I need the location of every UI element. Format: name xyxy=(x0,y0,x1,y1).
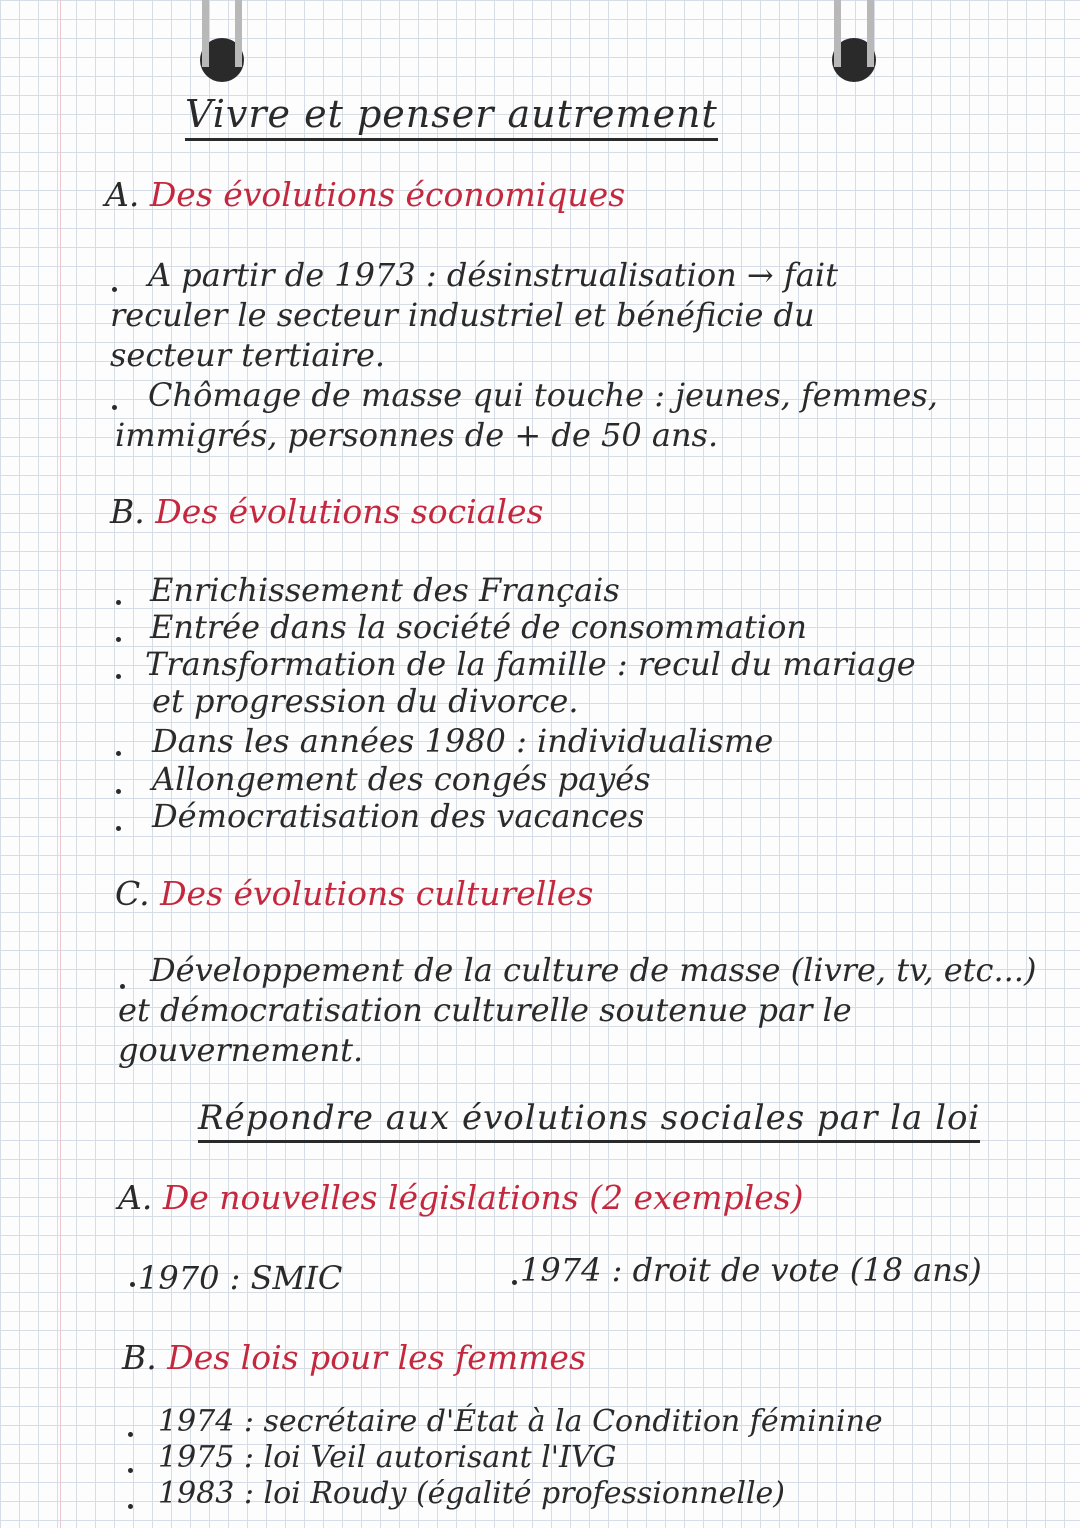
section-heading-2a xyxy=(118,1178,804,1217)
section-heading-b xyxy=(110,492,543,531)
section-letter: B. xyxy=(110,492,145,531)
text-line: Dans les années 1980 : individualisme xyxy=(152,722,774,760)
section-heading-c xyxy=(115,874,593,913)
section-title: Des évolutions sociales xyxy=(155,492,544,531)
section-title: De nouvelles législations (2 exemples) xyxy=(162,1178,804,1217)
text-line: Démocratisation des vacances xyxy=(152,797,645,835)
section-title: Des lois pour les femmes xyxy=(167,1338,586,1377)
text-line: Développement de la culture de masse (livre, tv, etc...) xyxy=(150,951,1037,989)
section-heading-a xyxy=(105,175,625,214)
bullet xyxy=(116,751,121,756)
text-line: et progression du divorce. xyxy=(152,682,579,720)
binder-ring xyxy=(834,0,874,67)
section-letter: A. xyxy=(105,175,140,214)
page-title xyxy=(185,92,718,136)
bullet xyxy=(128,1432,133,1437)
law-item: 1974 : secrétaire d'État à la Condition féminine xyxy=(158,1404,883,1439)
section-title: Des évolutions économiques xyxy=(149,175,626,214)
section-heading-2b xyxy=(122,1338,586,1377)
text-line: Entrée dans la société de consommation xyxy=(150,608,807,646)
text-line: gouvernement. xyxy=(118,1031,364,1069)
bullet xyxy=(130,1282,135,1287)
section-letter: A. xyxy=(118,1178,153,1217)
bullet xyxy=(116,600,121,605)
page-title-text: Vivre et penser autrement xyxy=(185,92,718,141)
text-line: Chômage de masse qui touche : jeunes, femmes, xyxy=(148,376,938,414)
page-subtitle-text: Répondre aux évolutions sociales par la loi xyxy=(198,1098,980,1143)
text-line: Transformation de la famille : recul du mariage xyxy=(145,645,916,683)
law-item: 1983 : loi Roudy (égalité professionnelle) xyxy=(158,1476,786,1511)
section-letter: B. xyxy=(122,1338,157,1377)
text-line: Enrichissement des Français xyxy=(150,571,620,609)
bullet xyxy=(116,789,121,794)
binder-hole xyxy=(200,38,244,82)
binder-hole xyxy=(832,38,876,82)
notebook-margin-line xyxy=(60,0,61,1528)
law-item: 1974 : droit de vote (18 ans) xyxy=(520,1251,982,1289)
bullet xyxy=(120,984,125,989)
bullet xyxy=(112,287,117,292)
text-line: immigrés, personnes de + de 50 ans. xyxy=(115,416,719,454)
text-line: A partir de 1973 : désinstrualisation → fait xyxy=(148,256,838,294)
page-subtitle xyxy=(198,1098,980,1138)
text-line: et démocratisation culturelle soutenue par le xyxy=(118,991,852,1029)
section-title: Des évolutions culturelles xyxy=(160,874,594,913)
bullet xyxy=(128,1468,133,1473)
law-item: 1975 : loi Veil autorisant l'IVG xyxy=(158,1440,617,1475)
bullet xyxy=(128,1504,133,1509)
bullet xyxy=(112,405,117,410)
text-line: reculer le secteur industriel et bénéficie du xyxy=(110,296,815,334)
binder-ring xyxy=(202,0,242,67)
law-item: 1970 : SMIC xyxy=(138,1259,343,1297)
bullet xyxy=(512,1280,517,1285)
bullet xyxy=(116,674,121,679)
text-line: secteur tertiaire. xyxy=(110,336,386,374)
section-letter: C. xyxy=(115,874,150,913)
bullet xyxy=(116,637,121,642)
text-line: Allongement des congés payés xyxy=(152,760,651,798)
bullet xyxy=(116,826,121,831)
